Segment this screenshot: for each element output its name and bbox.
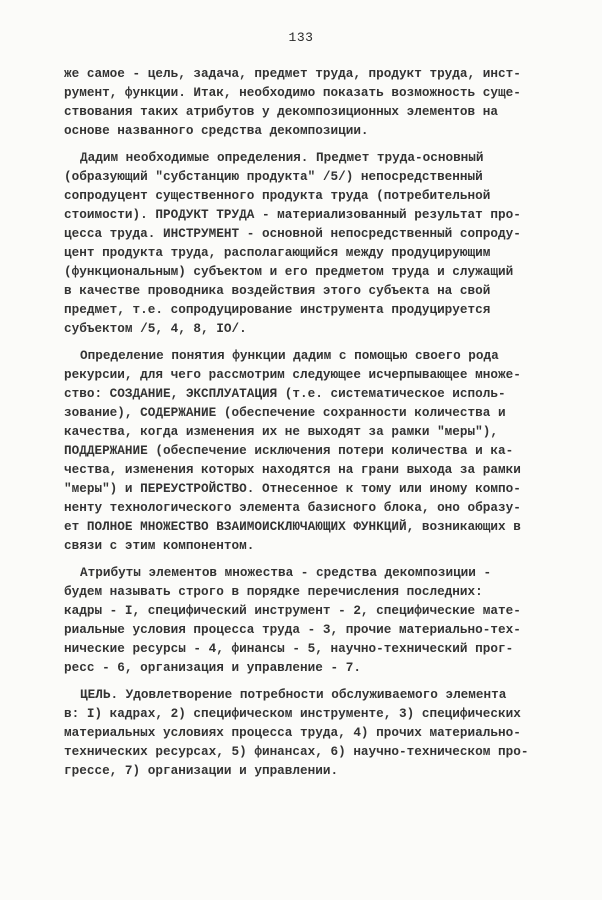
- text-line: риальные условия процесса труда - 3, прочие материально-тех-: [64, 622, 521, 637]
- text-line: же самое - цель, задача, предмет труда, продукт труда, инст-: [64, 66, 521, 81]
- text-line: материальных условиях процесса труда, 4) прочих материально-: [64, 725, 521, 740]
- text-line: чества, изменения которых находятся на грани выхода за рамки: [64, 462, 521, 477]
- text-line: в: I) кадрах, 2) специфическом инструменте, 3) специфических: [64, 706, 521, 721]
- paragraph: [64, 685, 544, 780]
- text-line: в качестве проводника воздействия этого субъекта на свой: [64, 283, 491, 298]
- text-line: ненту технологического элемента базисного блока, оно образу-: [64, 500, 521, 515]
- text-line: качества, когда изменения их не выходят за рамки "меры"),: [64, 424, 498, 439]
- text-line: ресс - 6, организация и управление - 7.: [64, 660, 361, 675]
- text-line: связи с этим компонентом.: [64, 538, 255, 553]
- text-line: (образующий "субстанцию продукта" /5/) непосредственный: [64, 169, 483, 184]
- text-line: "меры") и ПЕРЕУСТРОЙСТВО. Отнесенное к тому или иному компо-: [64, 481, 521, 496]
- text-line: сопродуцент существенного продукта труда (потребительной: [64, 188, 491, 203]
- page-number: 133: [288, 30, 314, 45]
- paragraph: [64, 346, 544, 555]
- text-line: стоимости). ПРОДУКТ ТРУДА - материализованный результат про-: [64, 207, 521, 222]
- text-line: ЦЕЛЬ. Удовлетворение потребности обслуживаемого элемента: [80, 687, 507, 702]
- text-line: (функциональным) субъектом и его предметом труда и служащий: [64, 264, 514, 279]
- text-line: румент, функции. Итак, необходимо показать возможность суще-: [64, 85, 521, 100]
- text-line: цесса труда. ИНСТРУМЕНТ - основной непосредственный сопроду-: [64, 226, 521, 241]
- text-line: предмет, т.е. сопродуцирование инструмента продуцируется: [64, 302, 491, 317]
- text-line: кадры - I, специфический инструмент - 2, специфические мате-: [64, 603, 521, 618]
- text-line: основе названного средства декомпозиции.: [64, 123, 369, 138]
- paragraph: [64, 148, 544, 338]
- paragraph: [64, 64, 544, 140]
- text-line: рекурсии, для чего рассмотрим следующее исчерпывающее множе-: [64, 367, 521, 382]
- text-line: зование), СОДЕРЖАНИЕ (обеспечение сохранности количества и: [64, 405, 506, 420]
- text-line: будем называть строго в порядке перечисления последних:: [64, 584, 483, 599]
- text-line: Дадим необходимые определения. Предмет труда-основный: [80, 150, 484, 165]
- text-line: Определение понятия функции дадим с помощью своего рода: [80, 348, 499, 363]
- text-line: грессе, 7) организации и управлении.: [64, 763, 339, 778]
- paragraph: [64, 563, 544, 677]
- text-line: ет ПОЛНОЕ МНОЖЕСТВО ВЗАИМОИСКЛЮЧАЮЩИХ ФУНКЦИЙ, возникающих в: [64, 519, 521, 534]
- text-line: технических ресурсах, 5) финансах, 6) научно-техническом про-: [64, 744, 529, 759]
- text-line: Атрибуты элементов множества - средства декомпозиции -: [80, 565, 492, 580]
- text-line: субъектом /5, 4, 8, IO/.: [64, 321, 247, 336]
- text-line: ПОДДЕРЖАНИЕ (обеспечение исключения потери количества и ка-: [64, 443, 514, 458]
- text-line: нические ресурсы - 4, финансы - 5, научно-технический прог-: [64, 641, 514, 656]
- text-line: ство: СОЗДАНИЕ, ЭКСПЛУАТАЦИЯ (т.е. систематическое исполь-: [64, 386, 506, 401]
- text-line: ствования таких атрибутов у декомпозиционных элементов на: [64, 104, 498, 119]
- page-body: [64, 64, 544, 788]
- text-line: цент продукта труда, располагающийся между продуцирующим: [64, 245, 491, 260]
